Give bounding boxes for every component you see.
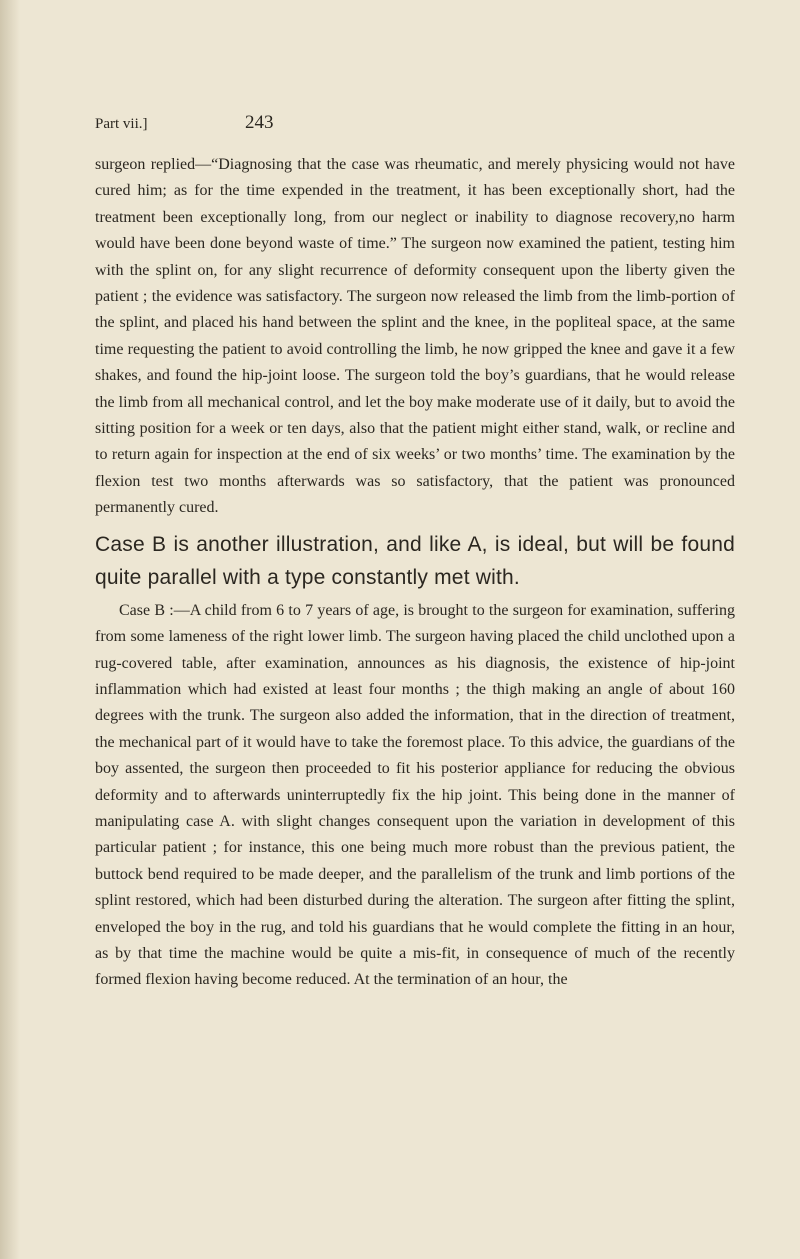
page-edge-shadow bbox=[0, 0, 20, 1259]
part-label: Part vii.] bbox=[95, 116, 148, 132]
paragraph-case-b: Case B :—A child from 6 to 7 years of age, is brought to the surgeon for examination, suffering from some lameness of the right lower limb. The surgeon having placed the child unclothed upon a rug-covered table, after examination, announces as his diagnosis, the existence of hip-joint inflammation which had existed at least four months ; the thigh making an angle of about 160 degrees with the trunk. The surgeon also added the information, that in the direction of treatment, the mechanical part of it would have to take the foremost place. To this advice, the guardians of the boy assented, the surgeon then proceeded to fit his posterior appliance for reducing the obvious deformity and to afterwards uninterruptedly fix the hip joint. This being done in the manner of manipulating case A. with slight changes consequent upon the variation in development of this particular patient ; for instance, this one being much more robust than the previous patient, the buttock bend required to be made deeper, and the parallelism of the trunk and limb portions of the splint restored, which had been disturbed during the alteration. The surgeon after fitting the splint, enveloped the boy in the rug, and told his guardians that he would complete the fitting in an hour, as by that time the machine would be quite a mis-fit, in consequence of much of the recently formed flexion having become reduced. At the termination of an hour, the bbox=[95, 601, 735, 989]
section-heading: Case B is another illustration, and like A, is ideal, but will be found quite parallel with a type constantly met with. bbox=[95, 532, 735, 589]
running-head bbox=[95, 112, 735, 140]
book-page bbox=[95, 112, 735, 994]
body-text bbox=[95, 152, 735, 994]
case-b-section bbox=[95, 598, 735, 994]
paragraph-continuation: surgeon replied—“Diagnosing that the case was rheumatic, and merely physicing would not have cured him; as for the time expended in the treatment, it has been exceptionally short, had the treatment been exceptionally long, from our neglect or inability to diagnose recovery,no harm would have been done beyond waste of time.” The surgeon now examined the patient, testing him with the splint on, for any slight recurrence of deformity consequent upon the liberty given the patient ; the evidence was satisfactory. The surgeon now released the limb from the limb-portion of the splint, and placed his hand between the splint and the knee, in the popliteal space, at the same time requesting the patient to avoid controlling the limb, he now gripped the knee and gave it a few shakes, and found the hip-joint loose. The surgeon told the boy’s guardians, that he would release the limb from all mechanical control, and let the boy make moderate use of it daily, but to avoid the sitting position for a week or ten days, also that the patient might either stand, walk, or recline and to return again for inspection at the end of six weeks’ or two months’ time. The examination by the flexion test two months afterwards was so satisfactory, that the patient was pronounced permanently cured. bbox=[95, 156, 735, 517]
page-number: 243 bbox=[245, 112, 274, 133]
